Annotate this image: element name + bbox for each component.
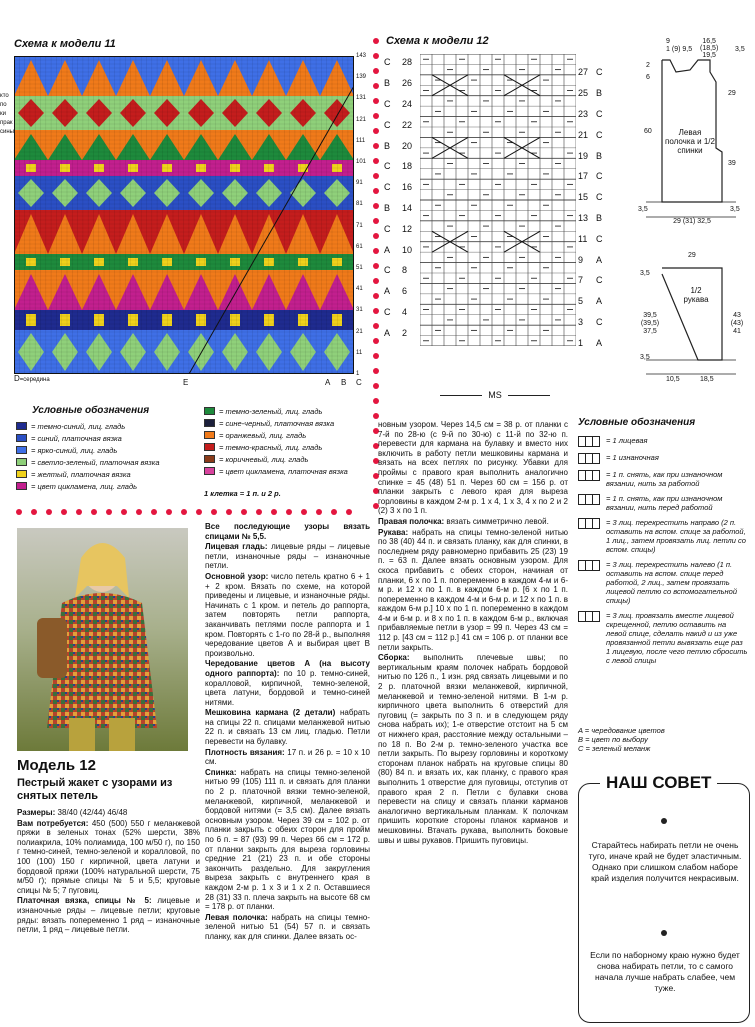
- legend-swatch: [204, 443, 215, 451]
- row-label: 21: [356, 328, 363, 335]
- sleeve-bottom-dim-0: 10,5: [666, 376, 680, 383]
- chart12-row-color: A: [384, 327, 391, 338]
- chart12-left-row-label: [384, 52, 424, 73]
- red-dot: [373, 263, 379, 269]
- legend12-entry: [578, 494, 748, 512]
- chart12-row-number: 16: [402, 182, 413, 193]
- legend-entry: [204, 405, 376, 417]
- chart12-row-color: C: [384, 223, 391, 234]
- chart12-row-number: 18: [402, 161, 413, 172]
- legend12-entry: [578, 453, 748, 464]
- stitch-symbol: [578, 560, 600, 571]
- front-top-right: 3,5: [735, 46, 745, 53]
- legend12-entry: [578, 611, 748, 665]
- chart12-left-row-label: [384, 73, 424, 94]
- legend-label: = желтый, платочная вязка: [31, 469, 131, 479]
- red-dot: [46, 509, 52, 515]
- legend-label: = коричневый, лиц. гладь: [219, 454, 309, 464]
- legend-swatch: [16, 434, 27, 442]
- legend-label: = темно-синий, лиц. гладь: [31, 421, 126, 431]
- sleeve-name: 1/2 рукава: [683, 286, 709, 304]
- marker-D: D=середина: [14, 374, 50, 383]
- red-dot: [373, 398, 379, 404]
- chart12-row-number: 22: [402, 119, 413, 130]
- chart12-row-color: B: [384, 140, 391, 151]
- stitch-symbol: [578, 470, 600, 481]
- red-dot: [373, 143, 379, 149]
- legend-swatch: [204, 467, 215, 475]
- chart12-row-number: 17: [578, 171, 589, 182]
- chart12-left-row-label: [384, 94, 424, 115]
- chart12-left-row-label: [384, 198, 424, 219]
- legend-entry: [204, 441, 376, 453]
- legend12-label: = 1 лицевая: [606, 436, 648, 445]
- front-left-label-1: 6: [646, 74, 650, 81]
- sleeve-left-dim: 39,5 (39,5) 37,5: [640, 312, 660, 335]
- legend12-colors: A = чередование цветов B = цвет по выбору C = зеленый меланж: [578, 726, 665, 753]
- chart12-row-number: 5: [578, 296, 584, 307]
- row-label: 61: [356, 243, 363, 250]
- chart12-right-row-label: [578, 83, 618, 104]
- scheme12-right-labels: [578, 62, 618, 353]
- chart12-row-number: 25: [578, 88, 589, 99]
- legend-entry: [16, 420, 201, 432]
- chart12-row-number: 21: [578, 129, 589, 140]
- legend-entry: [204, 453, 376, 465]
- chart12-row-number: 9: [578, 254, 584, 265]
- row-label: 143: [356, 53, 367, 59]
- legend-swatch: [16, 482, 27, 490]
- chart12-right-row-label: [578, 312, 618, 333]
- chart12-row-color: C: [384, 119, 391, 130]
- scheme12-title: Схема к модели 12: [386, 35, 489, 47]
- legend-label: = цвет цикламена, лиц. гладь: [31, 481, 138, 491]
- chart12-row-color: A: [596, 296, 603, 307]
- sleeve-bottom-left: 3,5: [640, 354, 650, 361]
- legend-entry: [16, 468, 201, 480]
- chart11-motif: [264, 258, 274, 266]
- chart12-row-color: C: [596, 316, 603, 327]
- chart12-right-row-label: [578, 291, 618, 312]
- red-dot: [16, 509, 22, 515]
- chart12-right-row-label: [578, 62, 618, 83]
- chart12-row-number: 2: [402, 327, 408, 338]
- red-dot: [373, 188, 379, 194]
- chart12-row-number: 15: [578, 192, 589, 203]
- red-dot: [286, 509, 292, 515]
- red-dot: [373, 383, 379, 389]
- chart12-row-number: 6: [402, 286, 408, 297]
- front-top-widths-1: 1 (9) 9,5: [666, 46, 693, 53]
- row-label: 1: [356, 371, 360, 377]
- row-label: 41: [356, 286, 363, 293]
- legend11-right: [204, 405, 376, 477]
- front-left-label-0: 2: [646, 62, 650, 69]
- row-label: 121: [356, 116, 367, 123]
- chart12-row-number: 14: [402, 202, 413, 213]
- sleeve-top-left: 3,5: [640, 270, 650, 277]
- red-dot: [373, 173, 379, 179]
- chart12-left-row-label: [384, 218, 424, 239]
- model-photo: [17, 528, 188, 751]
- legend-entry: [16, 456, 201, 468]
- legend-entry: [16, 444, 201, 456]
- front-right-label-0: 29: [728, 90, 736, 97]
- marker-B: B: [341, 378, 347, 387]
- red-dot: [373, 158, 379, 164]
- red-dot: [346, 509, 352, 515]
- legend-swatch: [16, 458, 27, 466]
- advice-text-1: Старайтесь набирать петли не очень туго, иначе край не будет эластичным. Однако при слишком слабом наборе край изделия получится некрасивым.: [588, 840, 742, 883]
- red-dot: [373, 368, 379, 374]
- legend-label: = оранжевый, лиц. гладь: [219, 430, 307, 440]
- red-dot: [373, 278, 379, 284]
- red-dot: [181, 509, 187, 515]
- legend12-title: Условные обозначения: [578, 417, 696, 428]
- chart12-left-row-label: [384, 322, 424, 343]
- instructions-column-2: Все последующие узоры вязать спицами № 5,5. Лицевая гладь: лицевые ряды – лицевые петли, изнаночные ряды – изнаночные петли. Основной узор: число петель кратно 6 + 1 + 2 кром. Вязать по схеме, на которой приведены и лицевые, и изнаночные ряды. Начинать с 1 кром. и петель до раппорта, затем повторять петли раппорта, заканчивать петлями после раппорта и 1 кром. Повторять с 1-го по 28-й р., выполняя чередование цветов A и выбирая цвет B произвольно. Чередование цветов A (на высоту одного раппорта): по 10 р. темно-синей, коралловой, кирпичной, темно-зеленой, цвета латуни, бордовой и темно-синей нитями. Мешковина кармана (2 детали) набрать на спицы 22 п. спицами меланжевой нитью 22 п. и связать 13 см лиц. гладью. Петли перевести на булавку. Плотность вязания: 17 п. и 26 р. = 10 х 10 см. Спинка: набрать на спицы темно-зеленой нитью 99 (105) 111 п. и связать для планки по 2 р. платочной вязки темно-зеленой, меланжевой, кирпичной, меланжевой и бордовой нитями (= 3,5 см). Далее вязать основным узором. Через 39 см = 102 р. от планки закрыть с обеих сторон для пройм по 6 п. = 87 (93) 99 п. Через 66 см = 172 р. от планки закрыть для выреза горловины средние 21 (21) 23 п. и обе стороны закончить раздельно. Для закругления выреза закрыть с внутреннего края в каждом 2-м р. 1 х 3 и 1 х 2 п. Оставшиеся 28 (31) 33 п. плеча закрыть на высоте 68 см = 178 р. от планки. Левая полочка: набрать на спицы темно-зеленой нитью 51 (54) 57 п. и связать планку, как для спинки. Далее вязать ос-: [205, 522, 371, 941]
- red-dot: [151, 509, 157, 515]
- chart12-left-row-label: [384, 260, 424, 281]
- legend12-label: = 1 п. снять, как при изнаночном вязании, нить перед работой: [606, 494, 723, 512]
- legend-entry: [204, 429, 376, 441]
- red-dot: [196, 509, 202, 515]
- chart12-row-number: 27: [578, 67, 589, 78]
- chart12-row-number: 4: [402, 306, 408, 317]
- chart12-left-row-label: [384, 302, 424, 323]
- legend-swatch: [204, 455, 215, 463]
- chart12-left-row-label: [384, 135, 424, 156]
- legend12-entry: [578, 436, 748, 447]
- red-dot: [373, 248, 379, 254]
- marker-A: A: [325, 378, 331, 387]
- chart12-row-color: C: [384, 57, 391, 68]
- front-left-label-2: 60: [644, 128, 652, 135]
- row-label: 139: [356, 74, 367, 81]
- red-dot: [76, 509, 82, 515]
- chart12-right-row-label: [578, 145, 618, 166]
- chart12-row-color: C: [596, 192, 603, 203]
- red-dot: [271, 509, 277, 515]
- legend-label: = синий, платочная вязка: [31, 433, 122, 443]
- red-dot: [373, 98, 379, 104]
- marker-E: E: [183, 378, 189, 387]
- red-dot: [373, 338, 379, 344]
- chart12-row-number: 12: [402, 223, 413, 234]
- front-top-widths-2: 16,5 (18,5) 19,5: [700, 38, 719, 59]
- red-dot: [373, 293, 379, 299]
- row-label: 91: [356, 180, 363, 187]
- row-label: 11: [356, 349, 363, 356]
- chart12-right-row-label: [578, 228, 618, 249]
- chart12-right-row-label: [578, 104, 618, 125]
- red-dot: [373, 68, 379, 74]
- chart12-row-color: B: [596, 150, 603, 161]
- chart12-row-number: 3: [578, 316, 584, 327]
- scheme11-title: Схема к модели 11: [14, 38, 116, 50]
- chart12-row-number: 20: [402, 140, 413, 151]
- red-dot: [373, 113, 379, 119]
- repeat-label: MS: [440, 390, 550, 400]
- chart12-left-row-label: [384, 177, 424, 198]
- model-text: Размеры: 38/40 (42/44) 46/48 Вам потребуется: 450 (500) 550 г меланжевой пряжи в зеленых тонах (52% шерсти, 38% полиакрила, 10% полиамида, 100 м/50 г), по 150 г темно-синей, темно-зеленой и коралловой, по 100 (100) 150 г кирпичной, цвета латуни и бордовой пряжи (100% натуральной шерсти, 75 м/50 г); прямые спицы № 5 и 5,5; круговые спицы № 5; 7 пуговиц. Платочная вязка, спицы № 5: лицевые и изнаночные ряды – лицевые петли; круговые ряды: вязать попеременно 1 ряд – изнаночные петли, 1 ряд – лицевые петли.: [17, 808, 200, 935]
- legend12-entry: [578, 518, 748, 554]
- chart11-motif: [26, 258, 36, 266]
- chart12-row-color: A: [596, 254, 603, 265]
- chart12-row-color: B: [384, 202, 391, 213]
- red-dot: [121, 509, 127, 515]
- front-bottom-left: 3,5: [638, 206, 648, 213]
- red-dot: [256, 509, 262, 515]
- red-dot: [166, 509, 172, 515]
- legend12-entry: [578, 470, 748, 488]
- legend-swatch: [16, 470, 27, 478]
- chart12-right-row-label: [578, 208, 618, 229]
- chart12-row-color: C: [596, 129, 603, 140]
- chart11-motif: [298, 258, 308, 266]
- scheme11-row-labels: [356, 53, 370, 377]
- red-dot: [373, 203, 379, 209]
- chart12-row-number: 23: [578, 108, 589, 119]
- legend12-label: = 1 п. снять, как при изнаночном вязании, нить за работой: [606, 470, 723, 488]
- chart12-row-number: 1: [578, 337, 584, 348]
- red-dot: [373, 128, 379, 134]
- stitch-symbol: [578, 611, 600, 622]
- chart12-row-number: 7: [578, 275, 584, 286]
- legend-swatch: [16, 422, 27, 430]
- chart12-row-color: C: [384, 182, 391, 193]
- chart12-row-number: 11: [578, 233, 588, 244]
- chart12-right-row-label: [578, 332, 618, 353]
- legend-swatch: [16, 446, 27, 454]
- legend-label: = светло-зеленый, платочная вязка: [31, 457, 160, 467]
- chart12-left-row-label: [384, 281, 424, 302]
- chart12-row-color: B: [384, 78, 391, 89]
- row-label: 71: [356, 222, 363, 229]
- row-label: 81: [356, 201, 363, 208]
- model-subtitle: Пестрый жакет с узорами из снятых петель: [17, 777, 173, 802]
- chart12-row-color: C: [384, 98, 391, 109]
- legend-entry: [16, 432, 201, 444]
- legend-label: = цвет цикламена, платочная вязка: [219, 466, 348, 476]
- red-dot: [373, 353, 379, 359]
- legend12-items: [578, 436, 748, 671]
- chart11-motif: [332, 258, 342, 266]
- red-dot: [373, 38, 379, 44]
- chart12-row-number: 28: [402, 57, 413, 68]
- chart12-row-color: C: [384, 265, 391, 276]
- front-width-label: 29 (31) 32,5: [673, 218, 711, 225]
- front-piece-name: Левая полочка и 1/2 спинки: [665, 128, 715, 155]
- legend-entry: [204, 417, 376, 429]
- chart11-motif: [196, 258, 206, 266]
- chart12-row-number: 19: [578, 150, 589, 161]
- row-label: 111: [356, 137, 366, 144]
- legend-label: = темно-красный, лиц. гладь: [219, 442, 323, 452]
- chart12-right-row-label: [578, 249, 618, 270]
- chart11-motif: [128, 258, 138, 266]
- red-dot: [31, 509, 37, 515]
- advice-bullet-1: [661, 818, 667, 824]
- chart12-row-color: B: [596, 88, 603, 99]
- chart12-row-number: 8: [402, 265, 408, 276]
- stitch-symbol: [578, 453, 600, 464]
- stitch-symbol: [578, 518, 600, 529]
- red-dot: [373, 413, 379, 419]
- chart12-row-color: B: [596, 212, 603, 223]
- advice-title: НАШ СОВЕТ: [600, 773, 717, 793]
- legend11-left: [16, 420, 201, 492]
- red-dot: [136, 509, 142, 515]
- advice-bullet-2: [661, 930, 667, 936]
- legend-label: = темно-зеленый, лиц. гладь: [219, 406, 323, 416]
- chart12-row-color: C: [384, 161, 391, 172]
- red-dot: [211, 509, 217, 515]
- legend-swatch: [204, 431, 215, 439]
- red-dot: [226, 509, 232, 515]
- stitch-chart-model-12: [420, 54, 576, 346]
- sleeve-top-width: 29: [688, 252, 696, 259]
- chart12-right-row-label: [578, 166, 618, 187]
- red-dot: [241, 509, 247, 515]
- chart12-right-row-label: [578, 124, 618, 145]
- scheme12-left-labels: [384, 52, 424, 343]
- legend-label: = сине-черный, платочная вязка: [219, 418, 335, 428]
- red-dot: [373, 218, 379, 224]
- chart12-row-color: C: [384, 306, 391, 317]
- sleeve-right-dim: 43 (43) 41: [730, 312, 744, 335]
- chart12-row-color: C: [596, 171, 603, 182]
- chart12-left-row-label: [384, 239, 424, 260]
- chart12-left-row-label: [384, 156, 424, 177]
- row-label: 31: [356, 307, 363, 314]
- sleeve-bottom-dim-1: 18,5: [700, 376, 714, 383]
- model-title: Модель 12: [17, 757, 96, 774]
- chart11-motif: [162, 258, 172, 266]
- legend12-label: = 3 лиц. перекрестить направо (2 п. оставить на вспом. спице за работой, 1 лиц., затем провязать лиц. петли со вспом. спицы): [606, 518, 746, 554]
- red-dot: [331, 509, 337, 515]
- advice-text-2: Если по наборному краю нужно будет снова набирать петли, то с самого начала лучше набрать слабее, чем туже.: [590, 950, 740, 993]
- colorwork-chart-model-11: [14, 56, 354, 374]
- center-note: =середина: [19, 377, 50, 383]
- marker-C: C: [356, 378, 362, 387]
- legend-swatch: [204, 419, 215, 427]
- red-dot: [373, 53, 379, 59]
- chart12-row-color: C: [596, 67, 603, 78]
- red-dot-separator: [16, 509, 352, 515]
- red-dot: [373, 83, 379, 89]
- red-dot: [373, 323, 379, 329]
- row-label: 51: [356, 265, 363, 271]
- cell-note: 1 клетка = 1 п. и 2 р.: [204, 489, 281, 498]
- chart12-row-number: 10: [402, 244, 413, 255]
- legend12-label: = 1 изнаночная: [606, 453, 659, 462]
- chart12-row-color: C: [596, 233, 603, 244]
- legend12-entry: [578, 560, 748, 605]
- chart12-right-row-label: [578, 270, 618, 291]
- legend-label: = ярко-синий, лиц. гладь: [31, 445, 118, 455]
- legend12-label: = 3 лиц. перекрестить налево (1 п. оставить на вспом. спице перед работой, 2 лиц., затем провязать лицевой петлю со вспомогательной спицы): [606, 560, 738, 605]
- chart12-right-row-label: [578, 187, 618, 208]
- chart12-row-number: 24: [402, 98, 413, 109]
- chart12-row-color: A: [596, 337, 603, 348]
- row-label: 101: [356, 159, 367, 165]
- stitch-symbol: [578, 494, 600, 505]
- front-top-widths: 9: [666, 38, 670, 45]
- scheme11-left-edge-text: кто по ки прак сины: [0, 93, 14, 135]
- legend-entry: [16, 480, 201, 492]
- chart12-row-color: C: [596, 275, 603, 286]
- legend12-label: = 3 лиц. провязать вместе лицевой скрещенной, петлю оставить на левой спице, сделать накид и из уже провязанной петли вывязать еще раз 1 лицевую, после чего петлю сбросить с левой спицы: [606, 611, 748, 665]
- front-right-label-1: 39: [728, 160, 736, 167]
- red-dot: [91, 509, 97, 515]
- legend-swatch: [204, 407, 215, 415]
- front-bottom-right: 3,5: [730, 206, 740, 213]
- chart12-row-color: A: [384, 286, 391, 297]
- legend-entry: [204, 465, 376, 477]
- red-dot: [373, 233, 379, 239]
- chart12-row-number: 13: [578, 212, 589, 223]
- red-dot: [373, 308, 379, 314]
- red-dot: [61, 509, 67, 515]
- legend11-title: Условные обозначения: [32, 405, 150, 416]
- red-dot: [316, 509, 322, 515]
- red-dot: [301, 509, 307, 515]
- red-dot: [106, 509, 112, 515]
- chart12-row-color: A: [384, 244, 391, 255]
- instructions-column-3: новным узором. Через 14,5 см = 38 р. от планки с 7-й по 28-ю (с 9-й по 30-ю) с 11-й по 32-ю п. перевести для кармана на булавку и вместо них включить в работу петли мешковины кармана и вязать на всех петлях по рисунку. Убавки для проймы с правого края выполнить аналогично спинке = 45 (48) 51 п. Через 60 см = 156 р. от планки закрыть с левого края для выреза горловины в каждом 2-м р. 1 х 4, 1 х 3, 4 х по 2 и 2 (2) 3 х по 1 п. Правая полочка: вязать симметрично левой. Рукава: набрать на спицы темно-зеленой нитью по 38 (40) 44 п. и связать планку, как для спинки, в последнем ряду равномерно прибавить 25 (23) 19 п. = 63 п. Далее вязать основным узором. Для скоса прибавить с обеих сторон, начиная от планки, 6 х по 1 п. попеременно в каждом 4-м и 6-м р. и 12 х по 1 п. в каждом 6-м р. [6 х по 1 п. попеременно в каждом 4-м и 6-м р. и 12 х по 1 п. в каждом 6-м р.] 10 х по 1 п. попеременно в каждом 4-м и 6-м р. и 8 х по 1 п. в каждом 6-м р., включая прибавляемые петли в узор = 99 п. Через 43 см = 112 р. [43 см = 112 р.] 41 см = 106 р. от планки все петли закрыть. Сборка: выполнить плечевые швы; по вертикальным краям полочек набрать бордовой нитью по 126 п., 1 изн. ряд связать лицевыми и по 2 р. платочной вязки меланжевой, кирпичной, меланжевой и темно-зеленой нитями. В 1-м р. кирпичного цвета выполнить 6 отверстий для пуговиц (= закрыть по 3 п. и в следующем ряду снова набрать их); 1-е отверстие отстоит на 5 см от нижнего края, расстояние между остальными – по 18 п. Во 2-м р. темно-зеленого участка все петли закрыть. По вырезу горловины и короткому сторонам планок набрать на круговые спицы 80 (80) 84 п. и вязать их, как планку, с правого края выполнить 1 отверстие для пуговицы, отступив от правого края 2 п. Петли с булавки снова перевести на спицу и связать планки карманов аналогично вертикальным планкам. К полочкам пришить короткие стороны планок карманов и мешковины. Втачать рукава, выполнить боковые швы и швы рукавов. Пришить пуговицы.: [378, 420, 568, 845]
- chart12-left-row-label: [384, 114, 424, 135]
- stitch-symbol: [578, 436, 600, 447]
- chart12-row-number: 26: [402, 78, 413, 89]
- chart12-row-color: C: [596, 108, 603, 119]
- row-label: 131: [356, 95, 367, 102]
